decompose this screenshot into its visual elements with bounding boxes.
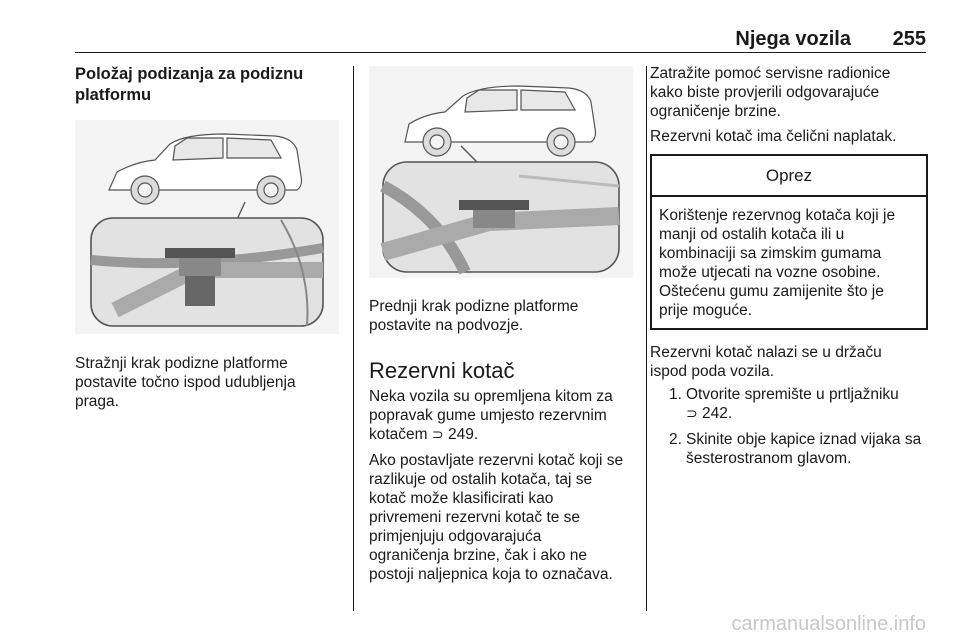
page-ref-link[interactable]: 249. xyxy=(447,426,479,443)
section-title-spare-wheel: Rezervni kotač xyxy=(369,358,515,383)
paragraph-temporary-spare: Ako postavljate rezervni kotač koji se razlikuje od ostalih kotača, taj se kotač može klasificirati kao privremeni rezervni kotač te se primjenjuju odgovarajuća ograničenja brzine, čak i ako ne postoji naljepnica koja to označava. xyxy=(369,452,624,583)
paragraph-speed-limit: Zatražite pomoć servisne radionice kako biste provjerili odgovarajuće ograničenje brzine. xyxy=(650,65,891,120)
instruction-steps xyxy=(650,385,928,468)
watermark: carmanualsonline.info xyxy=(731,613,926,635)
paragraph-repair-kit: Neka vozila su opremljena kitom za popravak gume umjesto rezervnim kotačem ⊃ 249. xyxy=(369,388,613,443)
front-lift-illustration xyxy=(369,66,633,278)
page-ref-icon: ⊃ xyxy=(686,406,698,422)
caption-rear-lift: Stražnji krak podizne platforme postavite točno ispod udubljenja praga. xyxy=(75,355,296,410)
section-name: Njega vozila xyxy=(735,28,851,50)
paragraph-steel-rim: Rezervni kotač ima čelični naplatak. xyxy=(650,128,897,145)
column-divider xyxy=(646,66,647,611)
page-ref-icon: ⊃ xyxy=(431,427,444,443)
page-ref-link[interactable]: 242. xyxy=(702,405,733,422)
rear-lift-illustration xyxy=(75,120,339,334)
list-item: 1. Otvorite spremište u prtljažniku ⊃ 242. xyxy=(669,386,899,422)
caution-title: Oprez xyxy=(652,156,926,197)
subheading-lift-position: Položaj podizanja za podiznu platformu xyxy=(75,65,304,104)
caution-text: Korištenje rezervnog kotača koji je manji od ostalih kotača ili u kombinaciji sa zimskim gumama može utjecati na vozne osobine. Oštećenu gumu zamijenite što je prije moguće. xyxy=(659,207,896,319)
caption-front-lift: Prednji krak podizne platforme postavite na podvozje. xyxy=(369,298,579,334)
page-number: 255 xyxy=(892,28,926,50)
column-divider xyxy=(353,66,354,611)
caution-box xyxy=(650,154,928,330)
column-left xyxy=(75,64,340,411)
column-middle xyxy=(369,64,637,584)
paragraph-spare-location: Rezervni kotač nalazi se u držaču ispod poda vozila. xyxy=(650,344,882,380)
page-header xyxy=(75,26,926,53)
list-item: 2. Skinite obje kapice iznad vijaka sa šesterostranom glavom. xyxy=(669,431,922,467)
column-right xyxy=(650,64,928,474)
